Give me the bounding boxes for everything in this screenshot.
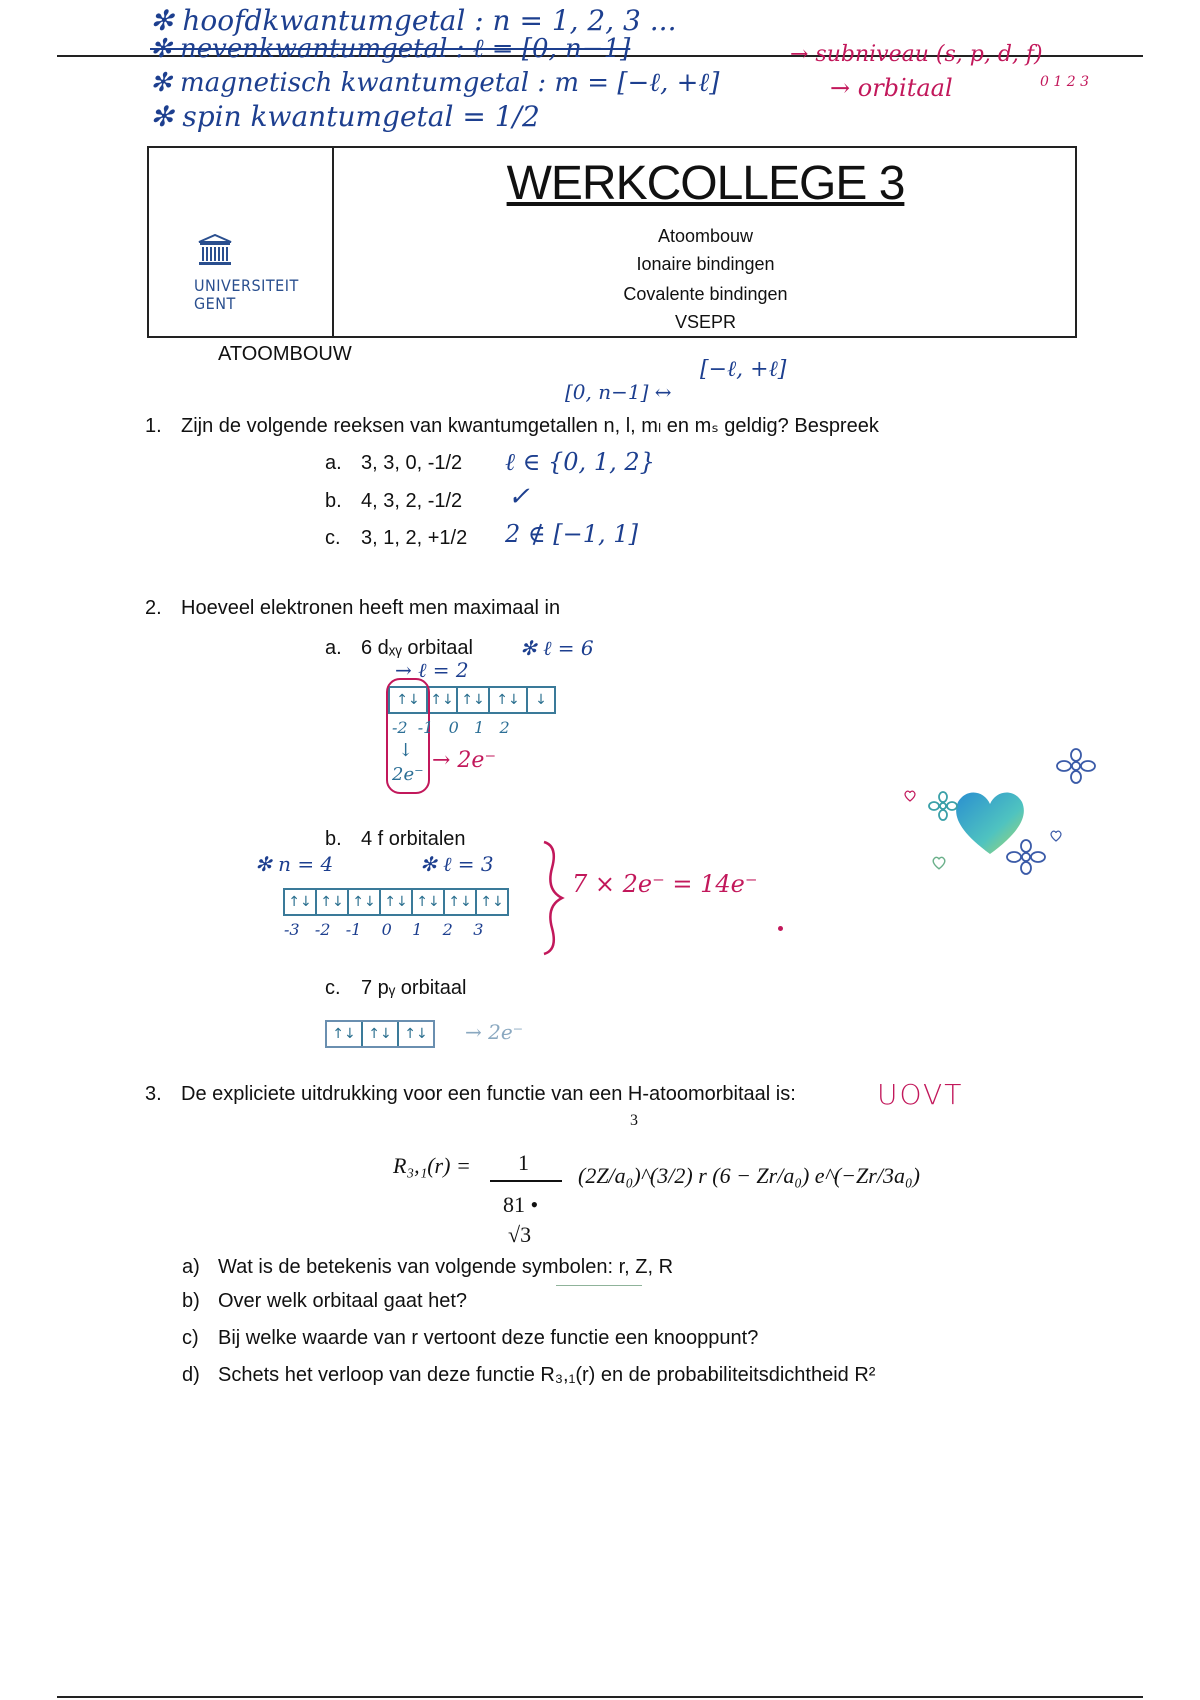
orbital-box: ↑↓ [413,890,445,914]
q2-a-down-arrow: ↓ [398,740,414,761]
q1-item-a-label: a. [325,452,342,474]
bottom-rule [57,1696,1143,1698]
section-title: ATOOMBOUW [218,343,352,365]
q2-item-c-label: c. [325,977,341,999]
orbital-box: ↑↓ [317,890,349,914]
stray-dot [778,926,783,931]
q2-b-note-2: ✻ ℓ = 3 [420,852,494,876]
note-line-1: ✻ hoofdkwantumgetal : n = 1, 2, 3 ... [150,4,677,37]
orbital-box: ↑↓ [490,688,528,712]
topic-1: Atoombouw [657,226,754,246]
q3-subitem-b-label: b) [182,1290,200,1312]
q3-underline-mark [556,1285,642,1286]
q2-a-two-electrons: 2e⁻ [392,764,424,785]
flower-sticker-icon [1005,838,1047,876]
question-2-number: 2. [145,597,162,619]
q2-item-b [325,828,466,851]
q2-item-b-text: 4 f orbitalen [361,828,466,850]
orbital-box: ↑↓ [327,1022,363,1046]
q2-b-result: 7 × 2e⁻ = 14e⁻ [572,870,758,898]
q2-item-c [325,977,466,1000]
q3-subitem-c-label: c) [182,1327,199,1349]
q2-b-note-1: ✻ n = 4 [255,852,334,876]
q3-stamp: UOVT [877,1078,964,1111]
q3-subitem-a [182,1256,673,1279]
q3-subitem-d-text: Schets het verloop van deze functie R₃,₁(r) en de probabiliteitsdichtheid R² [218,1364,876,1386]
q2-c-result: → 2e⁻ [465,1020,524,1044]
small-heart-icon [1050,830,1062,842]
q2-item-a-label: a. [325,637,342,659]
q2-item-c-text: 7 pᵧ orbitaal [361,977,467,999]
orbital-box: ↑↓ [363,1022,399,1046]
orbital-box: ↑↓ [480,894,504,910]
q1-item-a-text: 3, 3, 0, -1/2 [361,452,463,474]
question-2-text: Hoeveel elektronen heeft men maximaal in [181,597,561,619]
note-line-2: ✻ nevenkwantumgetal : ℓ = [0, n−1] [150,34,631,64]
formula-denominator: 81 • [503,1192,539,1217]
orbital-box: ↑↓ [445,890,477,914]
q3-subitem-c [182,1327,758,1350]
formula-body: (2Z/a₀)^(3/2) r (6 − Zr/a₀) e^(−Zr/3a₀) [578,1163,920,1188]
question-1-number: 1. [145,415,162,437]
q2-b-orbital-boxes [283,888,509,916]
q2-a-orbital-numbers: -2 -1 0 1 2 [392,718,510,737]
note-line-3-annotation: → orbitaal [830,74,953,102]
flower-sticker-icon [926,790,960,822]
university-building-icon [197,234,233,268]
q1-item-c [325,527,467,550]
logo-text-line1: UNIVERSITEIT [194,276,299,295]
question-3-number: 3. [145,1083,162,1105]
orbital-box: ↑↓ [349,890,381,914]
q2-item-a-text: 6 dₓᵧ orbitaal [361,637,473,659]
orbital-box: ↓ [535,692,547,708]
orbital-box: ↑↓ [458,688,490,712]
logo-text-line2: GENT [194,294,236,313]
note-line-3: ✻ magnetisch kwantumgetal : m = [−ℓ, +ℓ] [150,68,720,98]
q1-item-c-note: 2 ∉ [−1, 1] [505,520,638,548]
q1-item-b-label: b. [325,490,342,512]
question-1-text: Zijn de volgende reeksen van kwantumgetallen n, l, mₗ en mₛ geldig? Bespreek [181,415,879,437]
header-box [147,146,1077,338]
q1-item-b-note: ✓ [508,482,530,512]
topic-2: Ionaire bindingen [636,254,775,274]
q3-subitem-b [182,1290,467,1313]
q2-a-note-1: ✻ ℓ = 6 [520,636,594,660]
topic-4: VSEPR [674,312,737,332]
q3-subitem-d [182,1364,875,1387]
formula-numerator: 1 [518,1150,529,1175]
orbital-box: ↑↓ [404,1026,428,1042]
q2-c-orbital-boxes [325,1020,435,1048]
q1-item-c-text: 3, 1, 2, +1/2 [361,527,468,549]
note-line-2-annotation-sub: 0 1 2 3 [1040,74,1089,90]
q2-a-result: → 2e⁻ [432,748,497,773]
orbital-box: ↑↓ [428,688,458,712]
q1-item-b [325,490,462,513]
q3-subitem-a-text: Wat is de betekenis van volgende symbolen: r, Z, R [218,1256,674,1278]
page-title: WERKCOLLEGE 3 [506,157,905,210]
topic-3: Covalente bindingen [623,284,788,304]
formula-fraction-bar [490,1180,562,1182]
q1-item-a [325,452,462,475]
question-2 [145,597,560,620]
question-1 [145,413,879,438]
q2-a-note-2: → ℓ = 2 [395,658,469,682]
formula-denominator-root: √3 [508,1222,532,1247]
question-3 [145,1083,796,1106]
q3-subitem-d-label: d) [182,1364,200,1386]
q3-subitem-b-text: Over welk orbitaal gaat het? [218,1290,468,1312]
question-3-text: De expliciete uitdrukking voor een functie van een H-atoomorbitaal is: [181,1083,796,1105]
orbital-box: ↑↓ [390,688,428,712]
note-line-2-annotation: → subniveau (s, p, d, f) [790,42,1043,67]
small-heart-icon [904,790,916,802]
orbital-box: ↑↓ [381,890,413,914]
q1-item-a-note: ℓ ∈ {0, 1, 2} [505,448,655,476]
q1-annotation-range-n: [0, n−1] ↔ [565,380,672,404]
q3-subitem-c-text: Bij welke waarde van r vertoont deze functie een knooppunt? [218,1327,759,1349]
q1-item-c-label: c. [325,527,341,549]
orbital-box: ↑↓ [285,890,317,914]
flower-sticker-icon [1055,748,1097,784]
q1-item-b-text: 4, 3, 2, -1/2 [361,490,463,512]
formula-exponent-top: 3 [630,1112,638,1129]
logo-cell [149,148,334,336]
small-heart-icon [932,856,946,870]
q2-b-orbital-numbers: -3 -2 -1 0 1 2 3 [284,920,484,939]
q1-annotation-range-l: [−ℓ, +ℓ] [700,357,787,382]
q3-subitem-a-label: a) [182,1256,200,1278]
formula-lhs: R₃,₁(r) = [393,1153,471,1178]
note-line-4: ✻ spin kwantumgetal = 1/2 [150,100,540,133]
curly-brace-icon [538,838,568,958]
q2-item-a [325,637,473,660]
q2-item-b-label: b. [325,828,342,850]
